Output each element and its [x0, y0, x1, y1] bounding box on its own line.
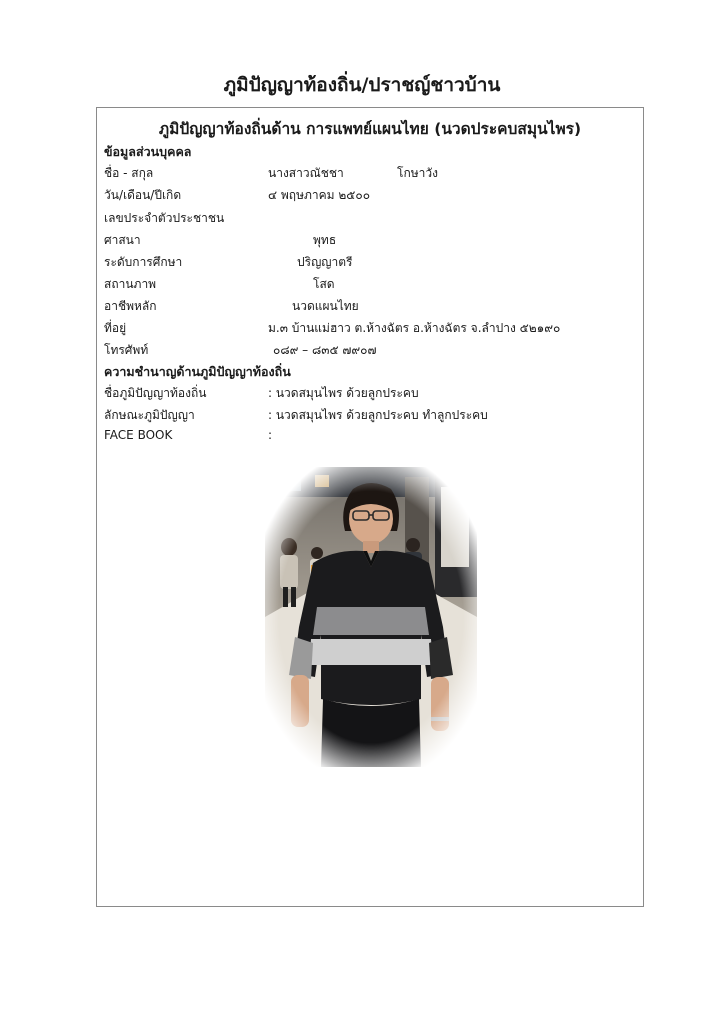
page-title: ภูมิปัญญาท้องถิ่น/ปราชญ์ชาวบ้าน	[223, 74, 501, 96]
field-label: ที่อยู่	[104, 321, 127, 335]
card-title: ภูมิปัญญาท้องถิ่นด้าน การแพทย์แผนไทย (นวดประคบสมุนไพร)	[158, 120, 582, 138]
field-row-education	[97, 253, 643, 273]
field-value: ม.๓ บ้านแม่ฮาว ต.ห้างฉัตร อ.ห้างฉัตร จ.ลำปาง ๕๒๑๙๐	[268, 321, 561, 335]
field-label: เลขประจำตัวประชาชน	[104, 211, 225, 225]
field-row-wisdom-name	[97, 384, 643, 404]
field-value: ๐๘๙ – ๘๓๕ ๗๙๐๗	[273, 343, 377, 357]
field-value-surname: โกษาวัง	[397, 166, 438, 180]
field-row-occupation	[97, 297, 643, 317]
field-value: : นวดสมุนไพร ด้วยลูกประคบ	[268, 386, 419, 400]
field-row-birthdate	[97, 186, 643, 206]
expertise-header: ความชำนาญด้านภูมิปัญญาท้องถิ่น	[104, 364, 291, 379]
profile-card	[96, 107, 644, 907]
field-row-address	[97, 319, 643, 339]
field-value: นวดแผนไทย	[292, 299, 359, 313]
field-label: อาชีพหลัก	[104, 299, 157, 313]
field-label: ชื่อภูมิปัญญาท้องถิ่น	[104, 386, 207, 400]
field-value: โสด	[313, 277, 335, 291]
field-value: ๔ พฤษภาคม ๒๕๐๐	[268, 188, 371, 202]
portrait-illustration	[265, 467, 477, 767]
field-label: วัน/เดือน/ปีเกิด	[104, 188, 182, 202]
field-row-wisdom-type	[97, 406, 643, 426]
field-value: ปริญญาตรี	[297, 255, 353, 269]
field-value-firstname: นางสาวณัชชา	[268, 166, 344, 180]
personal-info-header: ข้อมูลส่วนบุคคล	[104, 144, 192, 159]
field-label: ลักษณะภูมิปัญญา	[104, 408, 195, 422]
field-label: ชื่อ - สกุล	[104, 166, 154, 180]
field-row-status	[97, 275, 643, 295]
field-row-phone	[97, 341, 643, 361]
field-label: FACE BOOK	[104, 428, 173, 442]
field-label: สถานภาพ	[104, 277, 157, 291]
field-row-name	[97, 164, 643, 184]
field-label: โทรศัพท์	[104, 343, 149, 357]
field-label: ศาสนา	[104, 233, 141, 247]
field-label: ระดับการศึกษา	[104, 255, 183, 269]
field-row-facebook	[97, 428, 643, 448]
profile-photo	[265, 467, 477, 767]
field-value: พุทธ	[313, 233, 337, 247]
field-value: :	[268, 428, 273, 442]
field-row-id-number	[97, 209, 643, 229]
field-value: : นวดสมุนไพร ด้วยลูกประคบ ทำลูกประคบ	[268, 408, 488, 422]
field-row-religion	[97, 231, 643, 251]
